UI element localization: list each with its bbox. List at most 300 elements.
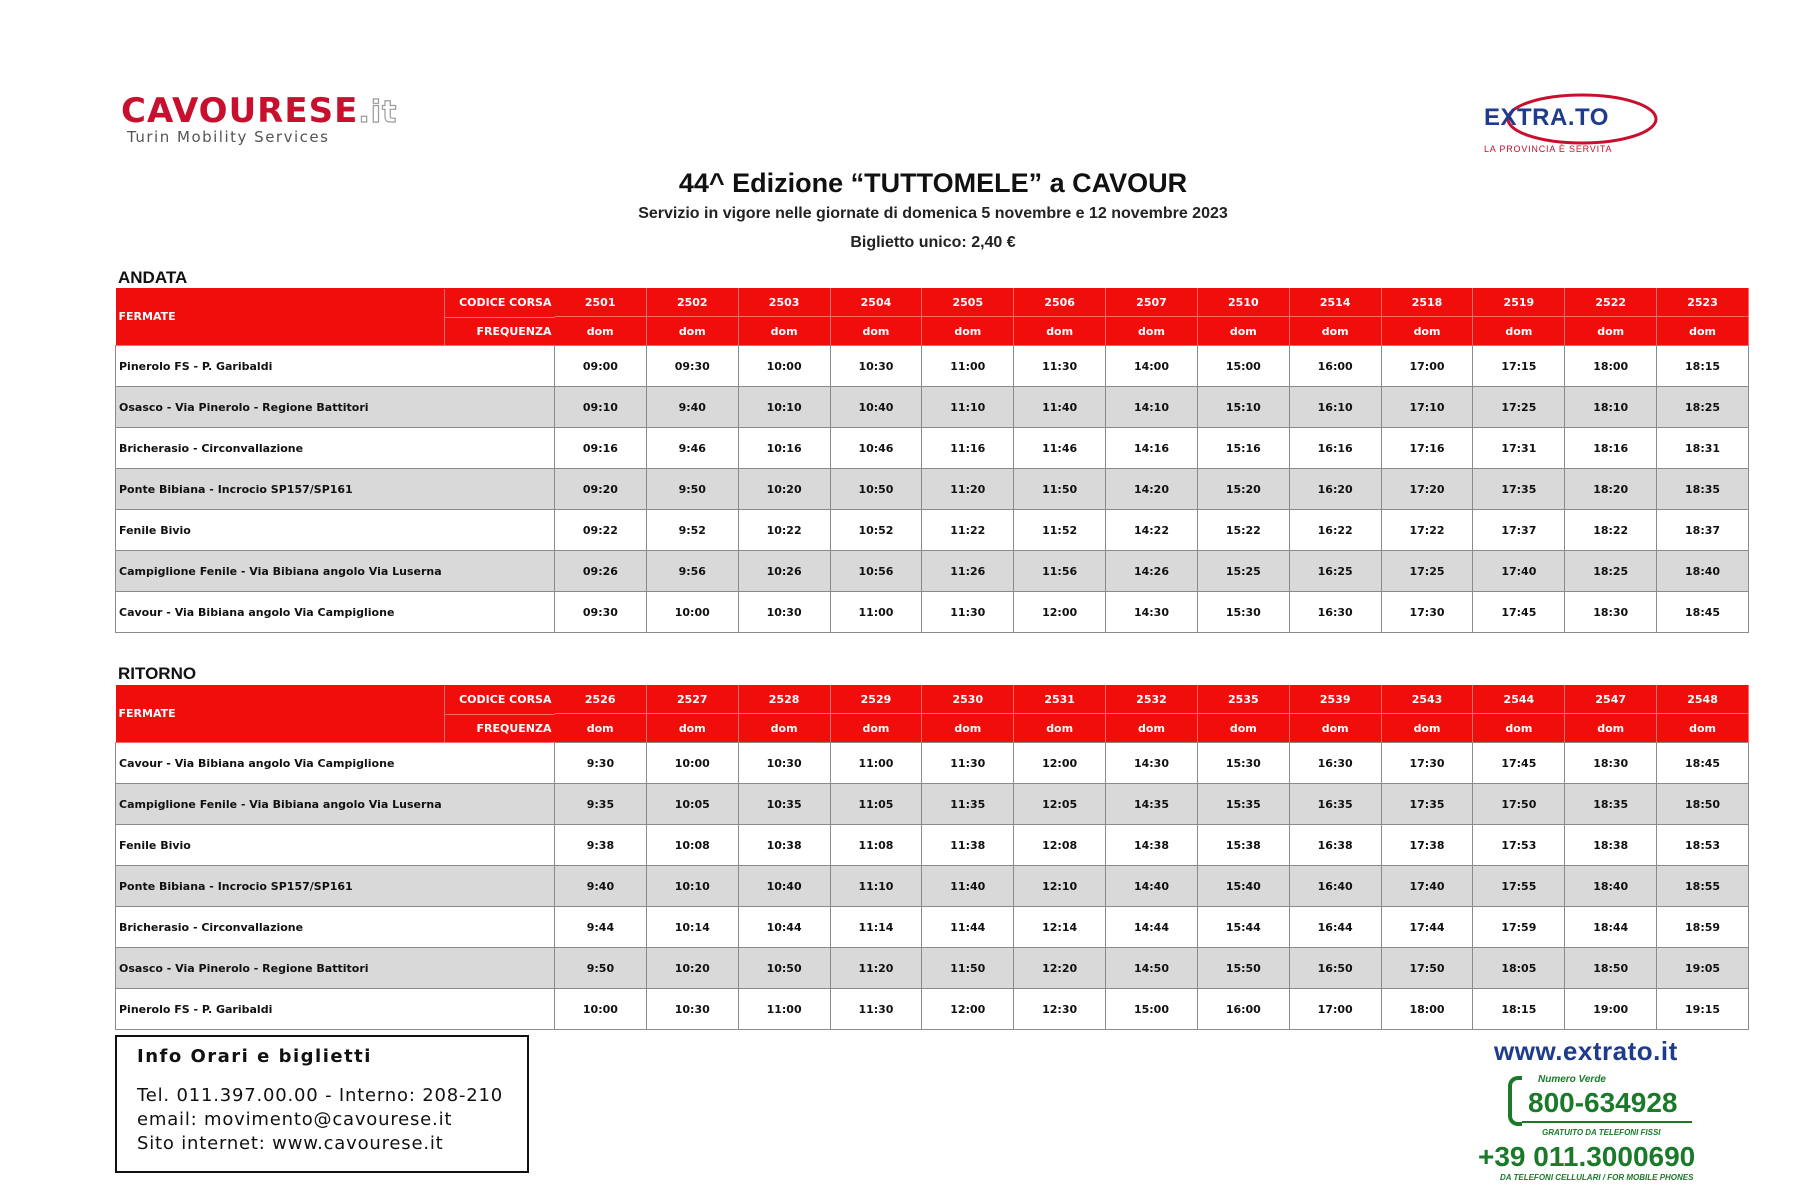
trip-code: 2530 — [922, 685, 1014, 714]
departure-time: 11:52 — [1014, 510, 1106, 551]
table-row — [116, 866, 1749, 907]
departure-time: 10:10 — [738, 387, 830, 428]
departure-time: 11:44 — [922, 907, 1014, 948]
trip-frequency: dom — [555, 714, 647, 743]
departure-time: 9:38 — [555, 825, 647, 866]
departure-time: 14:30 — [1106, 743, 1198, 784]
departure-time: 16:16 — [1289, 428, 1381, 469]
departure-time: 15:30 — [1197, 743, 1289, 784]
ritorno-timetable — [115, 685, 1749, 1030]
departure-time: 10:30 — [738, 592, 830, 633]
departure-time: 17:20 — [1381, 469, 1473, 510]
departure-time: 9:44 — [555, 907, 647, 948]
numero-verde-note: GRATUITO DA TELEFONI FISSI — [1542, 1128, 1661, 1137]
departure-time: 17:25 — [1473, 387, 1565, 428]
trip-code: 2522 — [1565, 288, 1657, 317]
departure-time: 18:37 — [1657, 510, 1749, 551]
departure-time: 10:56 — [830, 551, 922, 592]
extrato-logo-name: EXTRA.TO — [1484, 104, 1609, 131]
departure-time: 09:10 — [555, 387, 647, 428]
trip-code: 2506 — [1014, 288, 1106, 317]
table-row — [116, 469, 1749, 510]
departure-time: 16:30 — [1289, 743, 1381, 784]
departure-time: 11:08 — [830, 825, 922, 866]
trip-code: 2514 — [1289, 288, 1381, 317]
departure-time: 11:35 — [922, 784, 1014, 825]
ticket-price: Biglietto unico: 2,40 € — [850, 234, 1016, 251]
departure-time: 15:50 — [1197, 948, 1289, 989]
departure-time: 09:30 — [555, 592, 647, 633]
departure-time: 11:00 — [922, 346, 1014, 387]
extrato-logo-tagline: LA PROVINCIA È SERVITA — [1484, 144, 1613, 154]
departure-time: 15:16 — [1197, 428, 1289, 469]
departure-time: 17:25 — [1381, 551, 1473, 592]
departure-time: 17:55 — [1473, 866, 1565, 907]
departure-time: 16:00 — [1289, 346, 1381, 387]
departure-time: 14:00 — [1106, 346, 1198, 387]
departure-time: 16:25 — [1289, 551, 1381, 592]
departure-time: 18:55 — [1657, 866, 1749, 907]
departure-time: 11:26 — [922, 551, 1014, 592]
departure-time: 10:40 — [738, 866, 830, 907]
departure-time: 16:00 — [1197, 989, 1289, 1030]
departure-time: 18:15 — [1657, 346, 1749, 387]
departure-time: 12:08 — [1014, 825, 1106, 866]
departure-time: 12:20 — [1014, 948, 1106, 989]
cavourese-logo-name: CAVOURESE — [121, 91, 359, 131]
departure-time: 18:40 — [1657, 551, 1749, 592]
phone-bracket-icon — [1508, 1076, 1522, 1126]
departure-time: 18:35 — [1657, 469, 1749, 510]
table-row — [116, 989, 1749, 1030]
trip-code: 2548 — [1657, 685, 1749, 714]
departure-time: 17:30 — [1381, 743, 1473, 784]
departure-time: 17:15 — [1473, 346, 1565, 387]
departure-time: 17:00 — [1289, 989, 1381, 1030]
departure-time: 9:56 — [646, 551, 738, 592]
table-row — [116, 907, 1749, 948]
departure-time: 10:30 — [830, 346, 922, 387]
table-row — [116, 784, 1749, 825]
departure-time: 12:05 — [1014, 784, 1106, 825]
departure-time: 10:22 — [738, 510, 830, 551]
trip-code: 2539 — [1289, 685, 1381, 714]
departure-time: 16:30 — [1289, 592, 1381, 633]
departure-time: 10:26 — [738, 551, 830, 592]
stop-name: Bricherasio - Circonvallazione — [116, 428, 555, 469]
departure-time: 18:44 — [1565, 907, 1657, 948]
trip-code: 2518 — [1381, 288, 1473, 317]
trip-frequency: dom — [922, 317, 1014, 346]
extrato-contact — [1478, 1036, 1738, 1186]
departure-time: 15:35 — [1197, 784, 1289, 825]
departure-time: 17:44 — [1381, 907, 1473, 948]
stop-name: Campiglione Fenile - Via Bibiana angolo Via Luserna — [116, 784, 555, 825]
trip-code: 2531 — [1014, 685, 1106, 714]
departure-time: 10:00 — [646, 592, 738, 633]
mobile-number[interactable]: +39 011.3000690 — [1478, 1141, 1696, 1172]
trip-frequency: dom — [1014, 317, 1106, 346]
departure-time: 12:00 — [922, 989, 1014, 1030]
departure-time: 18:53 — [1657, 825, 1749, 866]
trip-code: 2526 — [555, 685, 647, 714]
info-site[interactable]: Sito internet: www.cavourese.it — [137, 1133, 444, 1154]
stop-name: Fenile Bivio — [116, 510, 555, 551]
departure-time: 11:20 — [830, 948, 922, 989]
trip-code: 2527 — [646, 685, 738, 714]
departure-time: 17:38 — [1381, 825, 1473, 866]
trip-code: 2523 — [1657, 288, 1749, 317]
departure-time: 12:30 — [1014, 989, 1106, 1030]
departure-time: 11:30 — [1014, 346, 1106, 387]
departure-time: 14:44 — [1106, 907, 1198, 948]
departure-time: 09:22 — [555, 510, 647, 551]
fermate-header: FERMATE — [118, 707, 176, 720]
trip-frequency: dom — [1289, 317, 1381, 346]
mobile-note: DA TELEFONI CELLULARI / FOR MOBILE PHONES — [1500, 1173, 1694, 1182]
departure-time: 10:40 — [830, 387, 922, 428]
info-box — [115, 1035, 529, 1173]
table-row — [116, 387, 1749, 428]
cavourese-logo-suffix: .it — [358, 95, 398, 130]
departure-time: 09:26 — [555, 551, 647, 592]
extrato-website[interactable]: www.extrato.it — [1494, 1036, 1678, 1066]
andata-table-body — [116, 346, 1749, 633]
departure-time: 18:35 — [1565, 784, 1657, 825]
departure-time: 11:16 — [922, 428, 1014, 469]
departure-time: 18:16 — [1565, 428, 1657, 469]
cavourese-logo-tagline: Turin Mobility Services — [127, 128, 330, 146]
departure-time: 16:22 — [1289, 510, 1381, 551]
departure-time: 17:00 — [1381, 346, 1473, 387]
stop-name: Fenile Bivio — [116, 825, 555, 866]
trip-frequency: dom — [1565, 317, 1657, 346]
trip-frequency: dom — [1106, 317, 1198, 346]
trip-frequency: dom — [830, 317, 922, 346]
departure-time: 16:10 — [1289, 387, 1381, 428]
departure-time: 17:59 — [1473, 907, 1565, 948]
departure-time: 16:38 — [1289, 825, 1381, 866]
departure-time: 17:10 — [1381, 387, 1473, 428]
trip-frequency: dom — [1106, 714, 1198, 743]
departure-time: 16:35 — [1289, 784, 1381, 825]
fermate-header: FERMATE — [118, 310, 176, 323]
trip-code: 2507 — [1106, 288, 1198, 317]
departure-time: 18:40 — [1565, 866, 1657, 907]
stop-name: Osasco - Via Pinerolo - Regione Battitori — [116, 948, 555, 989]
trip-frequency: dom — [1473, 714, 1565, 743]
stop-name: Pinerolo FS - P. Garibaldi — [116, 989, 555, 1030]
departure-time: 11:46 — [1014, 428, 1106, 469]
departure-time: 10:00 — [738, 346, 830, 387]
extrato-logo — [1484, 92, 1664, 162]
trip-frequency: dom — [1381, 317, 1473, 346]
codes-row — [116, 288, 1749, 317]
departure-time: 10:38 — [738, 825, 830, 866]
table-row — [116, 743, 1749, 784]
cavourese-logo — [121, 93, 397, 146]
departure-time: 18:25 — [1565, 551, 1657, 592]
departure-time: 10:35 — [738, 784, 830, 825]
info-email[interactable]: email: movimento@cavourese.it — [137, 1109, 453, 1130]
departure-time: 16:44 — [1289, 907, 1381, 948]
table-row — [116, 551, 1749, 592]
trip-code: 2529 — [830, 685, 922, 714]
departure-time: 10:00 — [646, 743, 738, 784]
departure-time: 11:30 — [922, 743, 1014, 784]
departure-time: 17:50 — [1381, 948, 1473, 989]
departure-time: 9:50 — [555, 948, 647, 989]
trip-frequency: dom — [738, 714, 830, 743]
trip-code: 2528 — [738, 685, 830, 714]
departure-time: 14:50 — [1106, 948, 1198, 989]
info-title: Info Orari e biglietti — [137, 1046, 372, 1067]
departure-time: 10:20 — [646, 948, 738, 989]
stop-name: Ponte Bibiana - Incrocio SP157/SP161 — [116, 866, 555, 907]
departure-time: 14:26 — [1106, 551, 1198, 592]
departure-time: 11:40 — [1014, 387, 1106, 428]
departure-time: 09:16 — [555, 428, 647, 469]
andata-timetable — [115, 288, 1749, 633]
table-row — [116, 592, 1749, 633]
departure-time: 19:05 — [1657, 948, 1749, 989]
departure-time: 10:50 — [738, 948, 830, 989]
page-subtitle: Servizio in vigore nelle giornate di domenica 5 novembre e 12 novembre 2023 — [638, 205, 1228, 222]
trip-frequency: dom — [1197, 714, 1289, 743]
codice-corsa-header: CODICE CORSA — [445, 686, 555, 715]
trip-frequency: dom — [922, 714, 1014, 743]
trip-frequency: dom — [738, 317, 830, 346]
trip-code: 2547 — [1565, 685, 1657, 714]
departure-time: 12:00 — [1014, 743, 1106, 784]
stop-name: Pinerolo FS - P. Garibaldi — [116, 346, 555, 387]
ritorno-label: RITORNO — [118, 664, 197, 683]
trip-code: 2503 — [738, 288, 830, 317]
trip-code: 2502 — [646, 288, 738, 317]
numero-verde[interactable]: 800-634928 — [1528, 1087, 1678, 1118]
departure-time: 18:25 — [1657, 387, 1749, 428]
ritorno-table-header — [116, 685, 1749, 743]
departure-time: 14:10 — [1106, 387, 1198, 428]
codes-row — [116, 685, 1749, 714]
departure-time: 15:30 — [1197, 592, 1289, 633]
departure-time: 10:30 — [646, 989, 738, 1030]
trip-frequency: dom — [1565, 714, 1657, 743]
departure-time: 15:38 — [1197, 825, 1289, 866]
departure-time: 11:30 — [830, 989, 922, 1030]
trip-code: 2501 — [555, 288, 647, 317]
departure-time: 18:50 — [1657, 784, 1749, 825]
departure-time: 9:40 — [555, 866, 647, 907]
trip-frequency: dom — [1289, 714, 1381, 743]
table-row — [116, 428, 1749, 469]
trip-code: 2532 — [1106, 685, 1198, 714]
departure-time: 11:20 — [922, 469, 1014, 510]
departure-time: 17:16 — [1381, 428, 1473, 469]
departure-time: 11:05 — [830, 784, 922, 825]
departure-time: 9:52 — [646, 510, 738, 551]
departure-time: 18:05 — [1473, 948, 1565, 989]
numero-verde-label: Numero Verde — [1538, 1074, 1606, 1085]
table-row — [116, 825, 1749, 866]
departure-time: 09:00 — [555, 346, 647, 387]
stop-name: Osasco - Via Pinerolo - Regione Battitori — [116, 387, 555, 428]
departure-time: 16:20 — [1289, 469, 1381, 510]
departure-time: 10:08 — [646, 825, 738, 866]
departure-time: 18:20 — [1565, 469, 1657, 510]
trip-frequency: dom — [1014, 714, 1106, 743]
departure-time: 11:10 — [830, 866, 922, 907]
trip-frequency: dom — [646, 714, 738, 743]
departure-time: 10:52 — [830, 510, 922, 551]
trip-frequency: dom — [830, 714, 922, 743]
departure-time: 14:30 — [1106, 592, 1198, 633]
departure-time: 17:50 — [1473, 784, 1565, 825]
departure-time: 18:00 — [1565, 346, 1657, 387]
departure-time: 18:45 — [1657, 592, 1749, 633]
departure-time: 9:50 — [646, 469, 738, 510]
departure-time: 12:14 — [1014, 907, 1106, 948]
departure-time: 18:30 — [1565, 743, 1657, 784]
trip-frequency: dom — [1473, 317, 1565, 346]
departure-time: 09:20 — [555, 469, 647, 510]
trip-frequency: dom — [1657, 714, 1749, 743]
departure-time: 18:10 — [1565, 387, 1657, 428]
stop-name: Ponte Bibiana - Incrocio SP157/SP161 — [116, 469, 555, 510]
info-phone: Tel. 011.397.00.00 - Interno: 208-210 — [137, 1085, 504, 1106]
departure-time: 10:14 — [646, 907, 738, 948]
departure-time: 09:30 — [646, 346, 738, 387]
departure-time: 10:05 — [646, 784, 738, 825]
departure-time: 17:45 — [1473, 592, 1565, 633]
departure-time: 18:50 — [1565, 948, 1657, 989]
frequenza-header: FREQUENZA — [476, 324, 552, 338]
departure-time: 10:50 — [830, 469, 922, 510]
departure-time: 14:20 — [1106, 469, 1198, 510]
departure-time: 15:00 — [1197, 346, 1289, 387]
departure-time: 10:16 — [738, 428, 830, 469]
departure-time: 14:40 — [1106, 866, 1198, 907]
departure-time: 11:56 — [1014, 551, 1106, 592]
departure-time: 10:44 — [738, 907, 830, 948]
departure-time: 11:10 — [922, 387, 1014, 428]
trip-frequency: dom — [646, 317, 738, 346]
trip-code: 2504 — [830, 288, 922, 317]
departure-time: 19:15 — [1657, 989, 1749, 1030]
table-row — [116, 948, 1749, 989]
departure-time: 17:35 — [1381, 784, 1473, 825]
andata-table-header — [116, 288, 1749, 346]
departure-time: 11:50 — [1014, 469, 1106, 510]
departure-time: 10:10 — [646, 866, 738, 907]
departure-time: 17:37 — [1473, 510, 1565, 551]
departure-time: 19:00 — [1565, 989, 1657, 1030]
table-row — [116, 346, 1749, 387]
departure-time: 18:31 — [1657, 428, 1749, 469]
departure-time: 17:30 — [1381, 592, 1473, 633]
departure-time: 11:50 — [922, 948, 1014, 989]
departure-time: 17:40 — [1473, 551, 1565, 592]
stop-name: Cavour - Via Bibiana angolo Via Campiglione — [116, 743, 555, 784]
departure-time: 9:40 — [646, 387, 738, 428]
departure-time: 14:16 — [1106, 428, 1198, 469]
departure-time: 11:22 — [922, 510, 1014, 551]
departure-time: 16:40 — [1289, 866, 1381, 907]
departure-time: 18:15 — [1473, 989, 1565, 1030]
departure-time: 11:00 — [738, 989, 830, 1030]
departure-time: 11:40 — [922, 866, 1014, 907]
departure-time: 17:45 — [1473, 743, 1565, 784]
departure-time: 10:46 — [830, 428, 922, 469]
andata-label: ANDATA — [118, 268, 188, 287]
departure-time: 18:45 — [1657, 743, 1749, 784]
departure-time: 17:40 — [1381, 866, 1473, 907]
departure-time: 11:30 — [922, 592, 1014, 633]
departure-time: 12:00 — [1014, 592, 1106, 633]
departure-time: 18:00 — [1381, 989, 1473, 1030]
departure-time: 14:38 — [1106, 825, 1198, 866]
trip-code: 2505 — [922, 288, 1014, 317]
departure-time: 17:22 — [1381, 510, 1473, 551]
trip-code: 2535 — [1197, 685, 1289, 714]
trip-code: 2544 — [1473, 685, 1565, 714]
departure-time: 10:30 — [738, 743, 830, 784]
trip-code: 2519 — [1473, 288, 1565, 317]
departure-time: 15:22 — [1197, 510, 1289, 551]
departure-time: 15:20 — [1197, 469, 1289, 510]
frequenza-header: FREQUENZA — [476, 721, 552, 735]
departure-time: 12:10 — [1014, 866, 1106, 907]
departure-time: 15:40 — [1197, 866, 1289, 907]
stop-name: Cavour - Via Bibiana angolo Via Campiglione — [116, 592, 555, 633]
departure-time: 11:38 — [922, 825, 1014, 866]
departure-time: 15:44 — [1197, 907, 1289, 948]
departure-time: 11:00 — [830, 743, 922, 784]
departure-time: 9:30 — [555, 743, 647, 784]
departure-time: 15:25 — [1197, 551, 1289, 592]
departure-time: 18:59 — [1657, 907, 1749, 948]
ritorno-table-body — [116, 743, 1749, 1030]
trip-frequency: dom — [1657, 317, 1749, 346]
departure-time: 16:50 — [1289, 948, 1381, 989]
departure-time: 17:35 — [1473, 469, 1565, 510]
codice-corsa-header: CODICE CORSA — [445, 289, 555, 318]
trip-code: 2510 — [1197, 288, 1289, 317]
departure-time: 10:20 — [738, 469, 830, 510]
departure-time: 15:10 — [1197, 387, 1289, 428]
departure-time: 14:35 — [1106, 784, 1198, 825]
trip-frequency: dom — [1381, 714, 1473, 743]
stop-name: Campiglione Fenile - Via Bibiana angolo Via Luserna — [116, 551, 555, 592]
departure-time: 18:22 — [1565, 510, 1657, 551]
departure-time: 10:00 — [555, 989, 647, 1030]
departure-time: 15:00 — [1106, 989, 1198, 1030]
stop-name: Bricherasio - Circonvallazione — [116, 907, 555, 948]
departure-time: 14:22 — [1106, 510, 1198, 551]
departure-time: 9:46 — [646, 428, 738, 469]
trip-frequency: dom — [1197, 317, 1289, 346]
departure-time: 18:38 — [1565, 825, 1657, 866]
departure-time: 18:30 — [1565, 592, 1657, 633]
departure-time: 9:35 — [555, 784, 647, 825]
departure-time: 17:31 — [1473, 428, 1565, 469]
departure-time: 11:00 — [830, 592, 922, 633]
departure-time: 11:14 — [830, 907, 922, 948]
trip-code: 2543 — [1381, 685, 1473, 714]
table-row — [116, 510, 1749, 551]
departure-time: 17:53 — [1473, 825, 1565, 866]
trip-frequency: dom — [555, 317, 647, 346]
